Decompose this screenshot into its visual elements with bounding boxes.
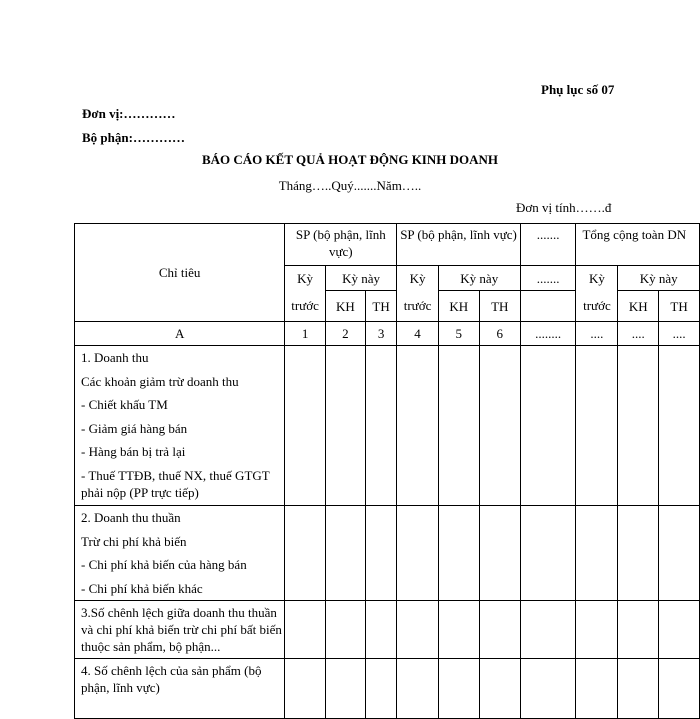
line-variable-cost: Trừ chi phí khả biến <box>81 533 187 549</box>
index-cell: 3 <box>365 322 396 346</box>
index-cell-a: A <box>75 322 285 346</box>
section-2-label <box>75 506 285 601</box>
index-cell: .... <box>659 322 700 346</box>
currency-unit: Đơn vị tính…….đ <box>516 200 612 215</box>
prev-period-bottom-1: trước <box>285 291 325 322</box>
actual-header-2: TH <box>479 291 520 322</box>
report-table <box>74 223 700 719</box>
line-variable-cost-goods: - Chi phí khả biến của hàng bán <box>81 557 247 572</box>
plan-header-total: KH <box>618 291 659 322</box>
line-revenue-deductions: Các khoản giảm trừ doanh thu <box>81 373 239 389</box>
line-trade-discount: - Chiết khấu TM <box>81 397 168 412</box>
criteria-header: Chỉ tiêu <box>75 224 285 322</box>
actual-header-1: TH <box>365 291 396 322</box>
actual-header-total: TH <box>659 291 700 322</box>
line-contribution-margin: 3.Số chênh lệch giữa doanh thu thuần và chi phí khả biến trừ chi phí bất biến thuộc sản phẩm, bộ phận... <box>81 605 282 654</box>
index-cell: 4 <box>397 322 438 346</box>
current-period-total: Kỳ này <box>618 266 700 291</box>
dots-empty-cell <box>520 291 576 322</box>
prev-period-bottom-2: trước <box>397 291 438 322</box>
prev-period-top-1: Kỳ <box>285 266 325 291</box>
report-title: BÁO CÁO KẾT QUẢ HOẠT ĐỘNG KINH DOANH <box>201 152 499 167</box>
group-header-3: ....... <box>520 224 576 266</box>
prev-period-bottom-total: trước <box>576 291 618 322</box>
section-row-4 <box>75 659 700 719</box>
index-cell: .... <box>576 322 618 346</box>
index-cell: ........ <box>520 322 576 346</box>
index-cell: 2 <box>325 322 365 346</box>
section-row-2 <box>75 506 700 601</box>
line-sales-returns: - Hàng bán bị trả lại <box>81 444 186 459</box>
line-revenue: 1. Doanh thu <box>81 350 149 365</box>
plan-header-1: KH <box>325 291 365 322</box>
line-net-revenue: 2. Doanh thu thuần <box>81 510 181 525</box>
plan-header-2: KH <box>438 291 479 322</box>
section-1-label <box>75 346 285 506</box>
section-4-label <box>75 659 285 719</box>
line-variable-cost-other: - Chi phí khả biến khác <box>81 580 203 596</box>
unit-field: Đơn vị:………… <box>82 106 176 121</box>
prev-period-top-total: Kỳ <box>576 266 618 291</box>
department-field: Bộ phận:………… <box>82 130 185 145</box>
current-period-2: Kỳ này <box>438 266 520 291</box>
appendix-label: Phụ lục số 07 <box>541 82 615 97</box>
index-cell: 6 <box>479 322 520 346</box>
section-row-1 <box>75 346 700 506</box>
group-header-2: SP (bộ phận, lĩnh vực) <box>397 224 520 266</box>
prev-period-top-2: Kỳ <box>397 266 438 291</box>
line-taxes: - Thuế TTĐB, thuế NX, thuế GTGT phải nộp (PP trực tiếp) <box>81 467 270 500</box>
line-product-margin: 4. Số chênh lệch của sản phẩm (bộ phận, lĩnh vực) <box>81 663 262 695</box>
index-cell: .... <box>618 322 659 346</box>
group-header-total: Tổng cộng toàn DN <box>576 224 700 266</box>
dots-sub-header: ....... <box>520 266 576 291</box>
current-period-1: Kỳ này <box>325 266 397 291</box>
section-row-3 <box>75 601 700 659</box>
index-cell: 1 <box>285 322 325 346</box>
line-sales-allowance: - Giảm giá hàng bán <box>81 420 188 436</box>
report-period: Tháng…..Quý.......Năm….. <box>278 178 422 193</box>
group-header-1: SP (bộ phận, lĩnh vực) <box>285 224 397 266</box>
section-3-label <box>75 601 285 659</box>
index-cell: 5 <box>438 322 479 346</box>
